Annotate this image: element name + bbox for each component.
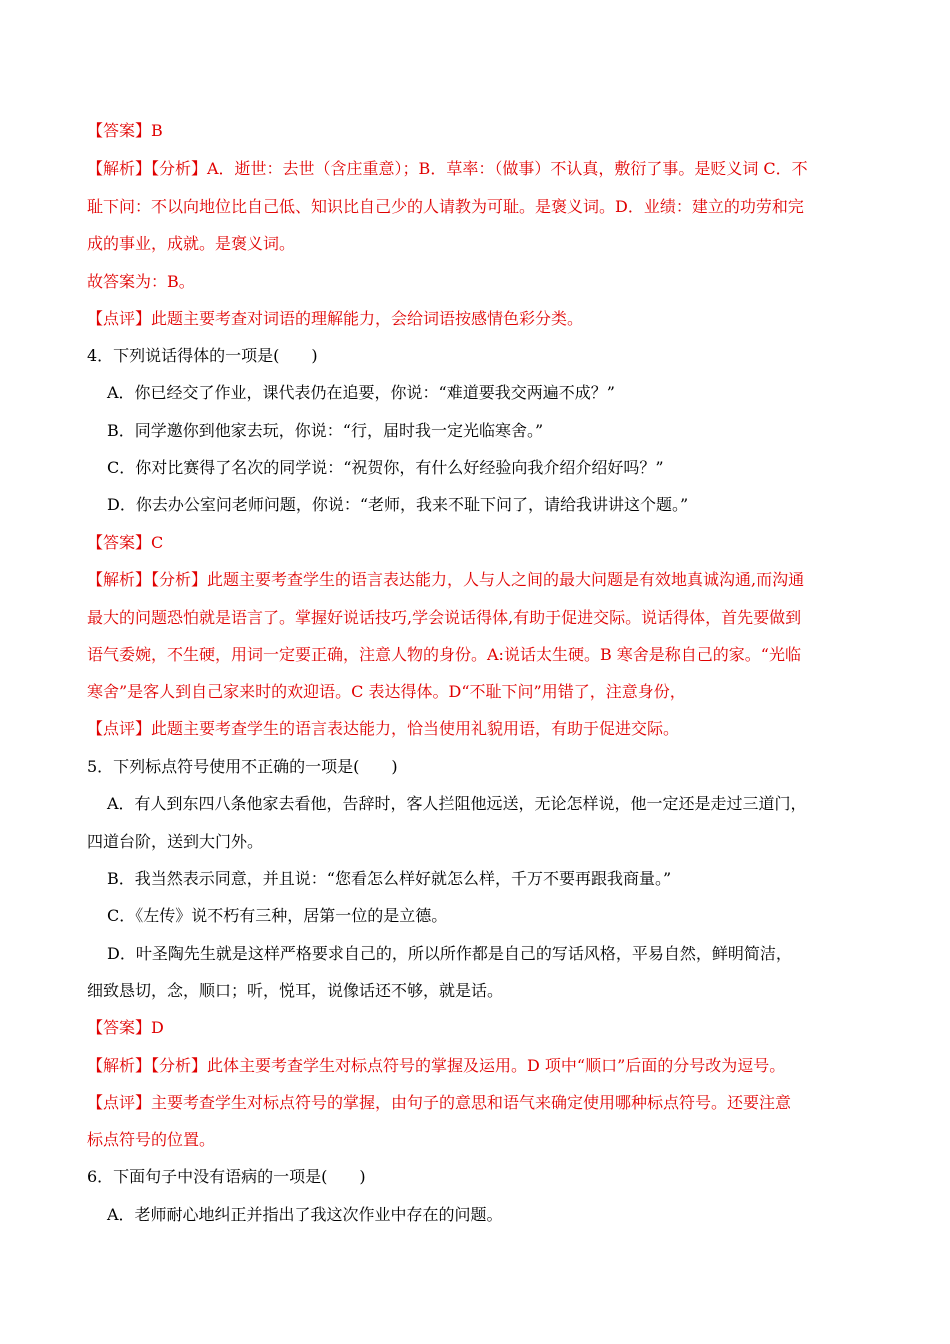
q4-answer: 【答案】C [87,533,164,552]
q4-analysis-line-4: 寒舍”是客人到自己家来时的欢迎语。C 表达得体。D“不耻下问”用错了，注意身份， [87,682,686,701]
q5-analysis: 【解析】【分析】此体主要考查学生对标点符号的掌握及运用。D 项中“顺口”后面的分号改为逗号。 [87,1056,786,1075]
q4-option-c: C．你对比赛得了名次的同学说：“祝贺你，有什么好经验向我介绍介绍好吗？” [107,458,664,477]
q3-analysis-line-3: 成的事业，成就。是褒义词。 [87,234,296,253]
q4-stem: 4．下列说话得体的一项是( ) [87,346,318,365]
q5-option-b: B．我当然表示同意，并且说：“您看怎么样好就怎么样，千万不要再跟我商量。” [107,869,672,888]
q3-analysis-line-2: 耻下问：不以向地位比自己低、知识比自己少的人请教为可耻。是褒义词。D．业绩：建立的功劳和完 [87,197,804,216]
q5-stem: 5．下列标点符号使用不正确的一项是( ) [87,757,398,776]
q5-option-a-line-2: 四道台阶，送到大门外。 [87,832,264,851]
q6-option-a: A．老师耐心地纠正并指出了我这次作业中存在的问题。 [107,1205,503,1224]
q3-conclusion: 故答案为：B。 [87,272,195,291]
q6-stem: 6．下面句子中没有语病的一项是( ) [87,1167,366,1186]
q3-comment: 【点评】此题主要考查对词语的理解能力，会给词语按感情色彩分类。 [87,309,584,328]
q5-option-c: C．《左传》说不朽有三种，居第一位的是立德。 [107,906,448,925]
q4-analysis-line-1: 【解析】【分析】此题主要考查学生的语言表达能力，人与人之间的最大问题是有效地真诚沟通,而沟通 [87,570,805,589]
q5-option-d-line-1: D．叶圣陶先生就是这样严格要求自己的，所以所作都是自己的写话风格，平易自然，鲜明简洁， [107,944,792,963]
q4-option-d: D．你去办公室问老师问题，你说：“老师，我来不耻下问了，请给我讲讲这个题。” [107,495,689,514]
q3-answer: 【答案】B [87,121,163,140]
q3-analysis-line-1: 【解析】【分析】A．逝世：去世（含庄重意）；B．草率：（做事）不认真，敷衍了事。是贬义词 C．不 [87,159,808,178]
q4-option-b: B．同学邀你到他家去玩，你说：“行，届时我一定光临寒舍。” [107,421,544,440]
q5-option-d-line-2: 细致恳切，念，顺口；听，悦耳，说像话还不够，就是话。 [87,981,504,1000]
q5-comment-line-1: 【点评】主要考查学生对标点符号的掌握，由句子的意思和语气来确定使用哪种标点符号。还要注意 [87,1093,792,1112]
q5-comment-line-2: 标点符号的位置。 [87,1130,216,1149]
q4-analysis-line-3: 语气委婉，不生硬，用词一定要正确，注意人物的身份。A:说话太生硬。B 寒舍是称自己的家。“光临 [87,645,801,664]
q4-analysis-line-2: 最大的问题恐怕就是语言了。掌握好说话技巧,学会说话得体,有助于促进交际。说话得体，首先要做到 [87,608,802,627]
q4-comment: 【点评】此题主要考查学生的语言表达能力，恰当使用礼貌用语，有助于促进交际。 [87,719,680,738]
q5-option-a-line-1: A．有人到东四八条他家去看他，告辞时，客人拦阻他远送，无论怎样说，他一定还是走过三道门， [107,794,807,813]
q4-option-a: A．你已经交了作业，课代表仍在追要，你说：“难道要我交两遍不成？” [107,383,615,402]
q5-answer: 【答案】D [87,1018,164,1037]
